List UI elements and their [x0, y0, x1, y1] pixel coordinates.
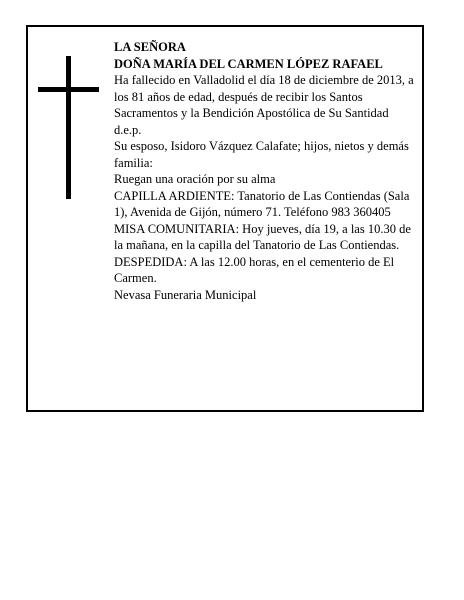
- death-announcement: Ha fallecido en Valladolid el día 18 de diciembre de 2013, a los 81 años de edad, después de recibir los Santos Sacramentos y la Bendición Apostólica de Su Santidad: [114, 73, 414, 120]
- farewell-info: DESPEDIDA: A las 12.00 horas, en el cementerio de El Carmen.: [114, 254, 395, 285]
- funeral-home: Nevasa Funeraria Municipal: [114, 287, 257, 302]
- notice-text: [114, 39, 414, 303]
- cross-horizontal-bar: [38, 87, 99, 92]
- chapel-info: CAPILLA ARDIENTE: Tanatorio de Las Contiendas (Sala 1), Avenida de Gijón, número 71. Teléfono 983 360405: [114, 188, 410, 219]
- mass-info: MISA COMUNITARIA: Hoy jueves, día 19, a las 10.30 de la mañana, en la capilla del Tanatorio de Las Contiendas.: [114, 221, 411, 252]
- deceased-name: DOÑA MARÍA DEL CARMEN LÓPEZ RAFAEL: [114, 56, 383, 71]
- prayer-request: Ruegan una oración por su alma: [114, 172, 276, 186]
- family-line: Su esposo, Isidoro Vázquez Calafate; hijos, nietos y demás familia:: [114, 139, 409, 170]
- notice-title: LA SEÑORA: [114, 40, 186, 54]
- obituary-notice: [26, 25, 424, 412]
- cross-icon: [38, 56, 99, 199]
- dep-line: d.e.p.: [114, 122, 142, 137]
- cross-vertical-bar: [66, 56, 71, 199]
